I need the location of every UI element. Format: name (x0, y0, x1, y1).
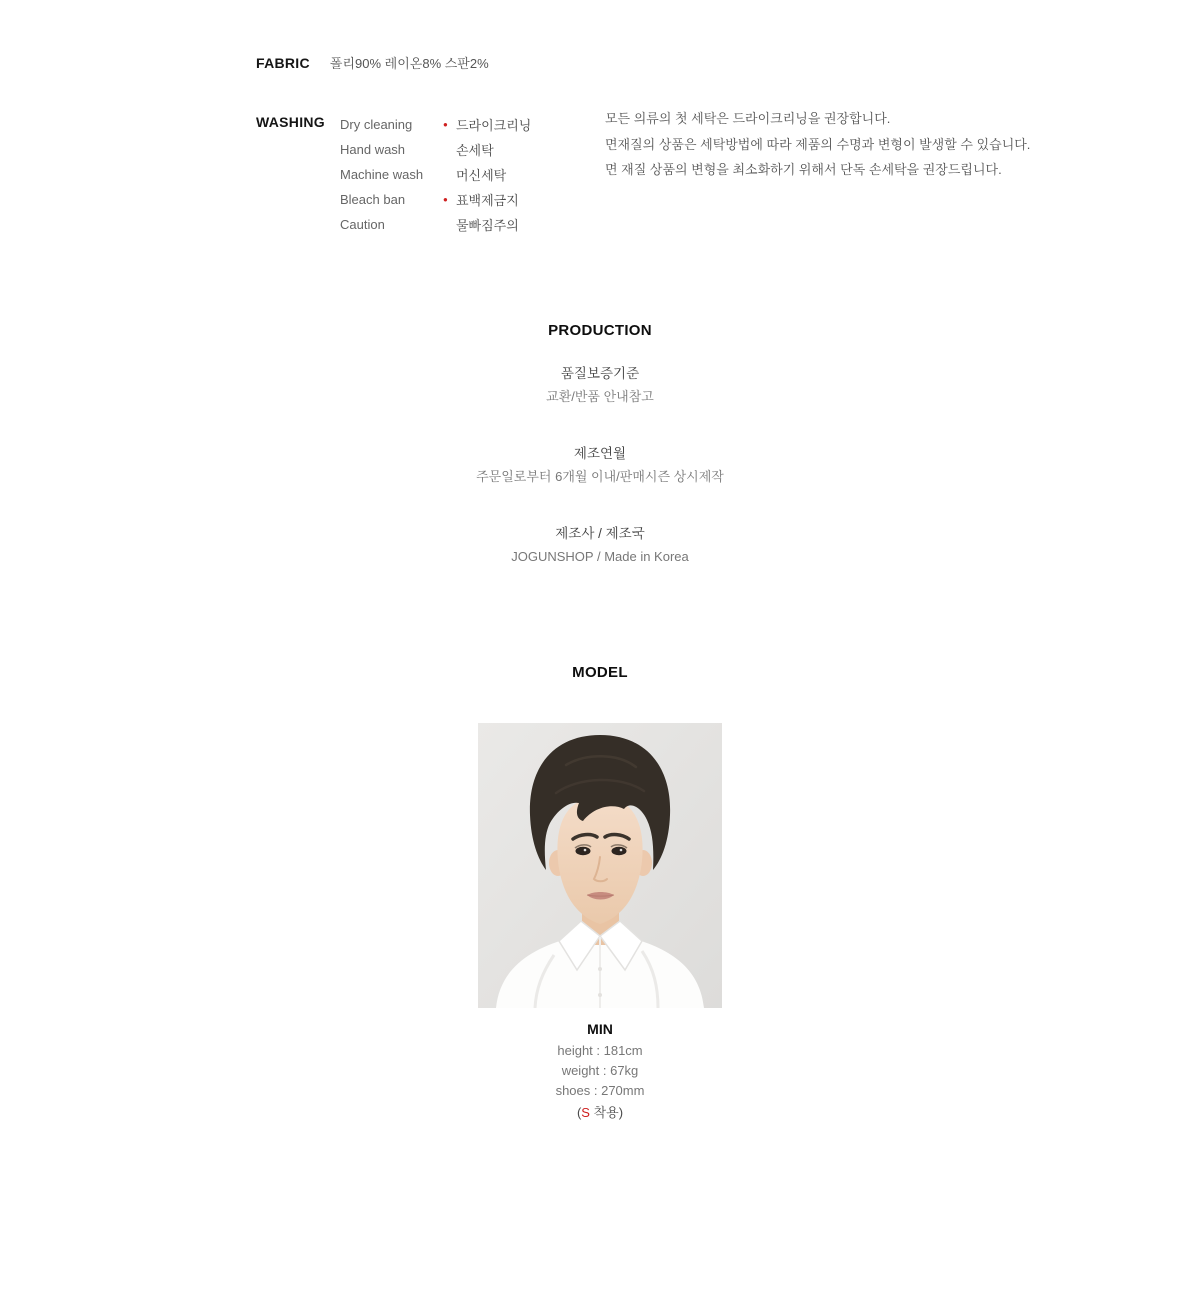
production-group-heading: 품질보증기준 (560, 366, 640, 381)
fabric-label: FABRIC (256, 55, 310, 71)
washing-item-ko-text: 물빠짐주의 (456, 218, 519, 233)
washing-row-machine-wash (340, 162, 531, 187)
production-title: PRODUCTION (548, 322, 652, 339)
model-portrait-illustration (478, 723, 722, 1008)
washing-item-ko (443, 115, 531, 134)
production-group-heading: 제조사 / 제조국 (555, 526, 645, 541)
washing-item-ko (443, 165, 506, 184)
model-spec-shoes: shoes : 270mm (555, 1083, 645, 1098)
washing-item-ko (443, 140, 494, 159)
washing-item-en: Hand wash (340, 142, 406, 157)
fabric-section (256, 53, 489, 72)
washing-item-ko-text: 표백제금지 (456, 193, 519, 208)
washing-note-line: 모든 의류의 첫 세탁은 드라이크리닝을 권장합니다. (605, 111, 891, 126)
red-dot-icon: ● (443, 194, 448, 204)
washing-item-ko (443, 190, 519, 209)
model-photo (478, 723, 722, 1008)
production-group-warranty (0, 365, 1200, 406)
washing-row-bleach-ban (340, 187, 531, 212)
washing-note-line: 면 재질 상품의 변형을 최소화하기 위해서 단독 손세탁을 권장드립니다. (605, 162, 1002, 177)
model-size-close: 착용) (589, 1105, 624, 1120)
production-group-detail: JOGUNSHOP / Made in Korea (511, 549, 689, 564)
washing-item-en: Caution (340, 217, 385, 232)
washing-item-ko (443, 215, 519, 234)
production-group-heading: 제조연월 (573, 446, 627, 461)
washing-item-en: Bleach ban (340, 192, 406, 207)
model-size-line (0, 1103, 1200, 1123)
fabric-value: 폴리90% 레이온8% 스판2% (329, 56, 489, 71)
washing-item-ko-text: 머신세탁 (456, 168, 507, 183)
washing-row-hand-wash (340, 137, 531, 162)
washing-item-en: Machine wash (340, 167, 424, 182)
model-spec-weight: weight : 67kg (561, 1063, 639, 1078)
production-section (0, 322, 1200, 566)
red-dot-icon: ● (443, 119, 448, 129)
production-group-detail: 주문일로부터 6개월 이내/판매시즌 상시제작 (476, 469, 724, 484)
washing-item-ko-text: 드라이크리닝 (456, 118, 532, 133)
model-title: MODEL (572, 664, 628, 681)
washing-note-line: 면재질의 상품은 세탁방법에 따라 제품의 수명과 변형이 발생할 수 있습니다. (605, 136, 1031, 152)
model-spec-height: height : 181cm (557, 1043, 643, 1058)
production-group-manufacturer (0, 525, 1200, 566)
model-size-open: ( (576, 1105, 582, 1120)
washing-label: WASHING (256, 114, 325, 130)
model-name: MIN (587, 1021, 613, 1037)
model-size-badge: S (581, 1105, 590, 1120)
washing-section (256, 112, 531, 237)
washing-notes (605, 106, 1030, 183)
washing-item-en: Dry cleaning (340, 117, 413, 132)
washing-row-dry-cleaning (340, 112, 531, 137)
model-section (0, 664, 1200, 1123)
production-group-manufacture-date (0, 445, 1200, 486)
washing-item-ko-text: 손세탁 (456, 143, 494, 158)
model-specs (0, 1041, 1200, 1101)
production-group-detail: 교환/반품 안내참고 (546, 389, 654, 404)
washing-row-caution (340, 212, 531, 237)
washing-table (340, 112, 531, 237)
